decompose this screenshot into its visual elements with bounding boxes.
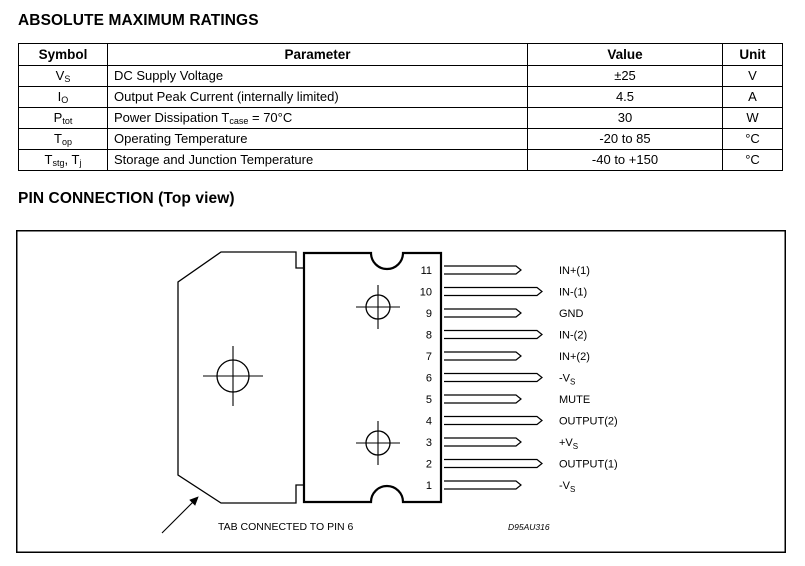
unit-cell: °C [723,150,783,171]
value-cell: 30 [528,108,723,129]
table-row [19,66,783,87]
pin-lead [444,438,521,446]
pin-number: 7 [425,351,432,363]
pin-number: 8 [425,329,432,342]
pin-lead [444,395,521,403]
pin-connection-diagram [16,230,786,553]
pin-lead [444,266,521,274]
tab-note-arrow [162,497,198,533]
pin-number: 3 [425,437,432,449]
pin-number: 10 [419,286,432,299]
pin-label: IN-(1) [559,286,588,299]
body-hole-bottom-crosshair [356,421,400,465]
pin-connection-title: PIN CONNECTION (Top view) [18,190,235,207]
pin-label: $-V_S$ [559,480,576,494]
symbol-cell: $I_O$ [19,87,108,108]
unit-cell: °C [723,129,783,150]
pin-number: 4 [425,415,432,428]
header-unit: Unit [723,44,783,66]
symbol-cell: $V_S$ [19,66,108,87]
pin-label: OUTPUT(2) [559,415,618,428]
header-symbol: Symbol [19,44,108,66]
pin-lead [444,309,521,317]
value-cell: ±25 [528,66,723,87]
pin-number: 5 [425,394,432,406]
table-row [19,108,783,129]
unit-cell: A [723,87,783,108]
value-cell: -20 to 85 [528,129,723,150]
pin-label: IN-(2) [559,329,588,342]
pin-number: 1 [425,480,432,492]
header-parameter: Parameter [108,44,528,66]
body-hole-top-crosshair [356,285,400,329]
symbol-cell: $P_{tot}$ [19,108,108,129]
header-value: Value [528,44,723,66]
value-cell: -40 to +150 [528,150,723,171]
value-cell: 4.5 [528,87,723,108]
pin-label: MUTE [559,394,591,406]
table-row [19,129,783,150]
table-row [19,87,783,108]
ratings-title: ABSOLUTE MAXIMUM RATINGS [18,12,259,29]
symbol-cell: $T_{op}$ [19,129,108,150]
pin-number: 2 [425,458,432,471]
pin-lead [444,288,542,296]
pin-lead [444,331,542,339]
unit-cell: W [723,108,783,129]
pin-lead [444,374,542,382]
pin-lead [444,460,542,468]
ratings-table [18,43,783,171]
pin-label: $+V_S$ [559,437,579,451]
pin-label: $-V_S$ [559,372,576,387]
pin-label: GND [559,308,584,320]
pin-lead [444,481,521,489]
pin-label: IN+(2) [559,351,590,363]
pin-lead [444,417,542,425]
parameter-cell: Operating Temperature [108,129,528,150]
table-row [19,150,783,171]
parameter-cell: Storage and Junction Temperature [108,150,528,171]
parameter-cell: DC Supply Voltage [108,66,528,87]
tab-hole-crosshair [203,346,263,406]
diagram-frame [17,231,786,553]
drawing-code: D95AU316 [508,522,550,532]
mounting-tab [178,252,304,503]
symbol-cell: $T_{stg}$, $T_j$ [19,150,108,171]
ratings-header-row [19,44,783,66]
pin-label: IN+(1) [559,265,590,277]
pins-group [420,265,618,494]
tab-note: TAB CONNECTED TO PIN 6 [218,521,354,533]
pin-number: 9 [425,308,432,320]
unit-cell: V [723,66,783,87]
pin-lead [444,352,521,360]
parameter-cell: Output Peak Current (internally limited) [108,87,528,108]
pin-label: OUTPUT(1) [559,458,618,471]
pin-number: 6 [425,372,432,385]
pin-number: 11 [420,265,432,277]
parameter-cell: Power Dissipation $T_{case} = 70^\circ C$ [108,108,528,129]
